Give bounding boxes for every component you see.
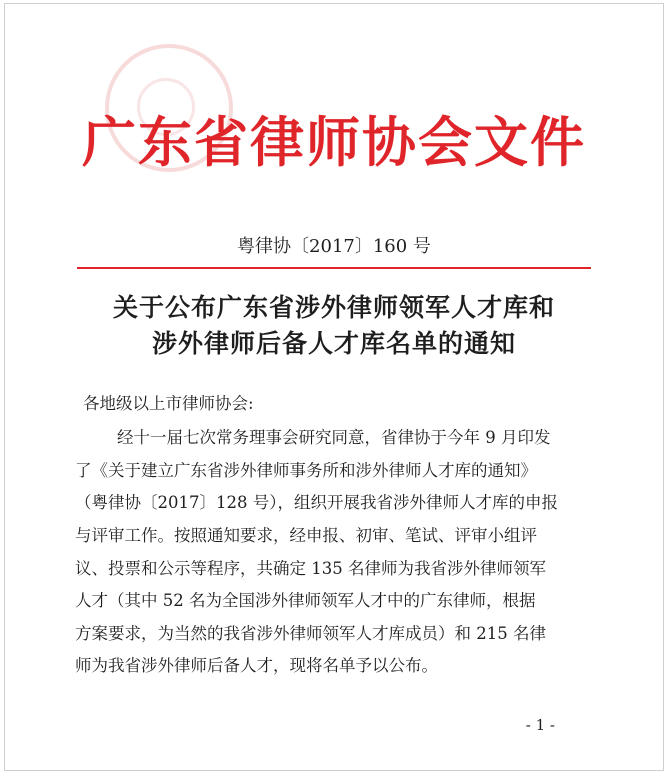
body-line: 师为我省涉外律师后备人才，现将名单予以公布。 <box>75 656 438 675</box>
notice-title-line-1: 关于公布广东省涉外律师领军人才库和 <box>112 293 555 322</box>
notice-title-line-2: 涉外律师后备人才库名单的通知 <box>151 329 516 358</box>
salutation: 各地级以上市律师协会: <box>83 394 254 413</box>
red-divider-line <box>77 267 591 269</box>
body-line: （粤律协〔2017〕128 号），组织开展我省涉外律师人才库的申报 <box>75 493 558 512</box>
body-line: 人才（其中 52 名为全国涉外律师领军人才中的广东律师，根据 <box>75 591 536 610</box>
page-number: - 1 - <box>525 716 555 734</box>
body-line: 经十一届七次常务理事会研究同意，省律协于今年 9 月印发 <box>117 428 551 447</box>
body-line: 了《关于建立广东省涉外律师事务所和涉外律师人才库的通知》 <box>75 461 537 480</box>
org-document-header: 广东省律师协会文件 <box>82 111 586 174</box>
document-page <box>4 3 664 771</box>
body-line: 议、投票和公示等程序，共确定 135 名律师为我省涉外律师领军 <box>75 559 546 578</box>
body-line: 方案要求，为当然的我省涉外律师领军人才库成员）和 215 名律 <box>75 624 546 643</box>
document-number: 粤律协〔2017〕160 号 <box>237 236 431 257</box>
body-line: 与评审工作。按照通知要求，经申报、初审、笔试、评审小组评 <box>75 526 537 545</box>
